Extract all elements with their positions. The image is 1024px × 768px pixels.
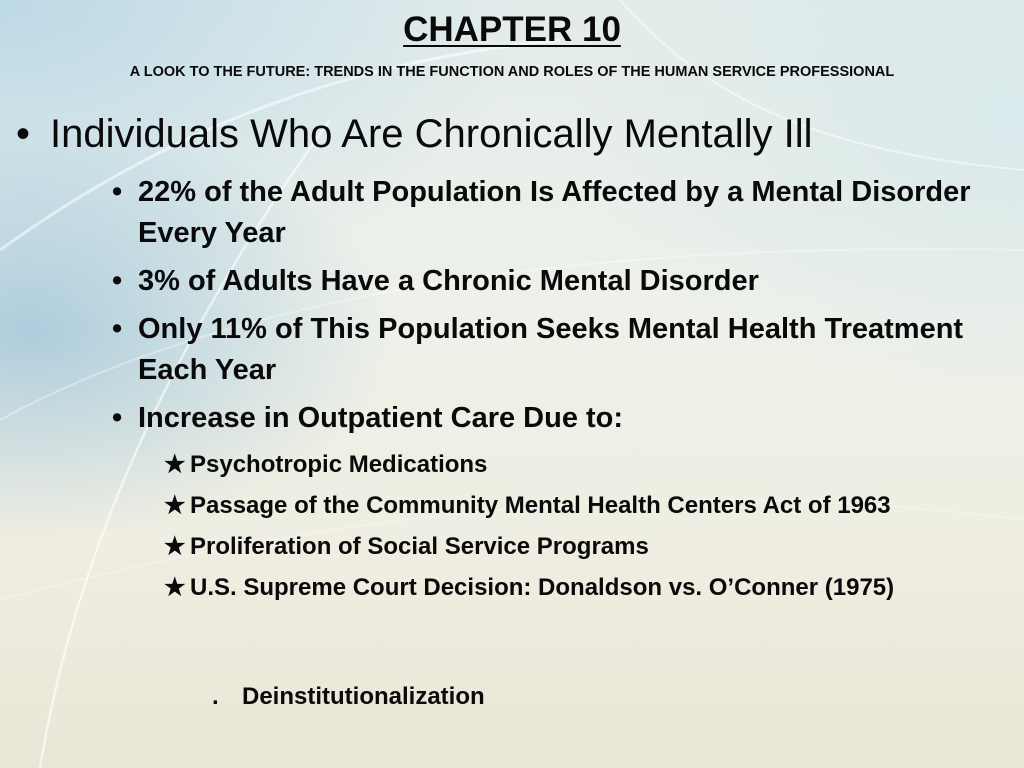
list-item bbox=[112, 172, 992, 254]
bullet-icon: • bbox=[112, 265, 123, 297]
star-icon: ★ bbox=[164, 451, 186, 478]
list-item bbox=[112, 398, 992, 439]
list-item bbox=[164, 489, 984, 523]
list-item-text: 22% of the Adult Population Is Affected by a Mental Disorder Every Year bbox=[138, 176, 971, 249]
list-item-text: Increase in Outpatient Care Due to: bbox=[138, 402, 624, 434]
causes-list bbox=[164, 448, 984, 612]
list-item-text: U.S. Supreme Court Decision: Donaldson vs. O’Conner (1975) bbox=[190, 574, 895, 601]
list-item bbox=[164, 571, 984, 605]
star-icon: ★ bbox=[164, 574, 186, 601]
list-item bbox=[164, 530, 984, 564]
main-bullet-text: Individuals Who Are Chronically Mentally Ill bbox=[50, 112, 813, 156]
page-subtitle: A LOOK TO THE FUTURE: TRENDS IN THE FUNCTION AND ROLES OF THE HUMAN SERVICE PROFESSIONAL bbox=[129, 64, 895, 80]
main-bullet bbox=[16, 112, 1006, 157]
bullet-icon: • bbox=[112, 313, 123, 345]
bullet-icon: • bbox=[112, 402, 123, 434]
list-item bbox=[112, 309, 992, 391]
page-title: CHAPTER 10 bbox=[403, 10, 621, 49]
sub-bullet-list bbox=[112, 172, 992, 446]
list-item-text: Passage of the Community Mental Health Centers Act of 1963 bbox=[190, 492, 891, 519]
final-list-item-text: Deinstitutionalization bbox=[242, 683, 485, 710]
star-icon: ★ bbox=[164, 533, 186, 560]
bullet-icon: • bbox=[112, 176, 123, 208]
list-item-text: Proliferation of Social Service Programs bbox=[190, 533, 649, 560]
list-item-text: Psychotropic Medications bbox=[190, 451, 488, 478]
star-icon: ★ bbox=[164, 492, 186, 519]
list-item bbox=[164, 448, 984, 482]
bullet-icon: • bbox=[16, 112, 31, 156]
dot-icon: . bbox=[212, 683, 219, 710]
list-item-text: 3% of Adults Have a Chronic Mental Disorder bbox=[138, 265, 759, 297]
final-list-item bbox=[212, 680, 485, 714]
list-item bbox=[112, 261, 992, 302]
list-item-text: Only 11% of This Population Seeks Mental Health Treatment Each Year bbox=[138, 313, 964, 386]
